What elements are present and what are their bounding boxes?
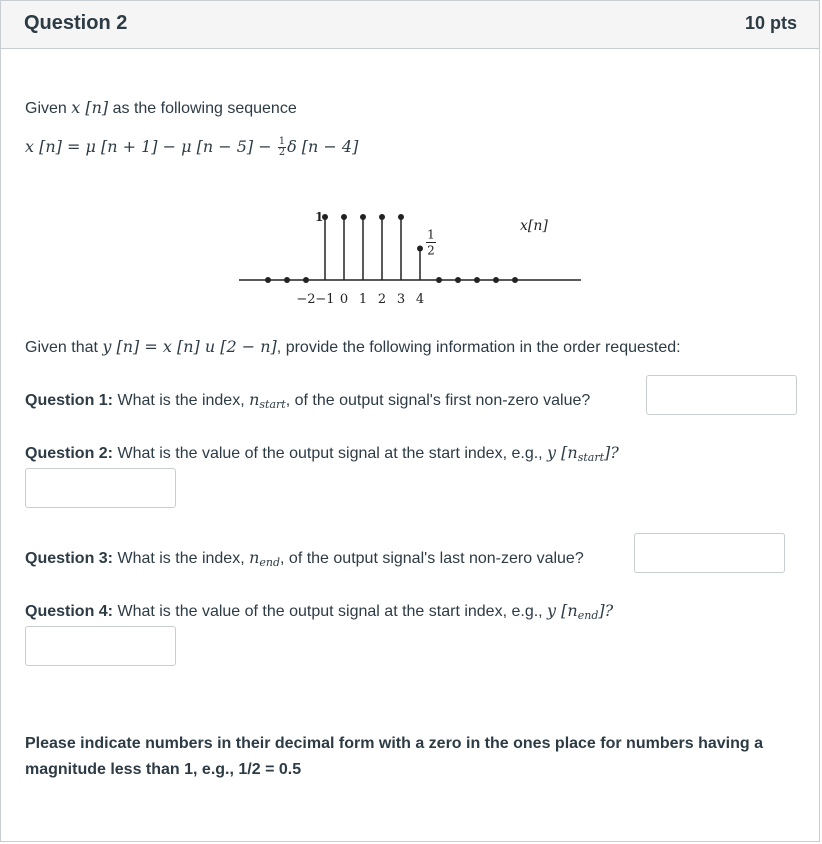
stem-point [474, 277, 480, 283]
tick-label: 3 [396, 292, 406, 307]
tick-label: −1 [315, 292, 335, 307]
value-label-one: 1 [315, 210, 324, 224]
question-header [1, 1, 819, 49]
stem-point [284, 277, 290, 283]
stem-point [303, 277, 309, 283]
question-points: 10 pts [744, 13, 797, 33]
question-3-answer-input[interactable] [634, 533, 785, 573]
question-2-text: Question 2: What is the value of the output signal at the start index, e.g., y $[n_{start}]$? [25, 443, 619, 464]
instruction-note: Please indicate numbers in their decimal form with a zero in the ones place for numbers having a magnitude less than 1, e.g., 1/2 = 0.5 [25, 735, 763, 778]
tick-label: 1 [358, 292, 368, 307]
tick-label: 0 [339, 292, 349, 307]
stem-point [379, 214, 385, 220]
given-expr: y [n] = x [n] u [2 − n] [102, 337, 277, 356]
question-1-text: Question 1: What is the index, $n_{start}$, of the output signal's first non-zero value? [25, 390, 591, 411]
given-text: Given that y [n] = x [n] u [2 − n], provide the following information in the order requested: [25, 337, 681, 356]
question-3-text: Question 3: What is the index, $n_{end}$, of the output signal's last non-zero value? [25, 548, 584, 569]
stem-point [360, 214, 366, 220]
value-label-half-den: 2 [427, 243, 435, 258]
value-label-half-num: 1 [427, 227, 435, 242]
sequence-equation: x [n] = μ [n + 1] − μ [n − 5] − $\frac{1}{2}$ δ [n − 4] [25, 136, 359, 159]
stem-point [436, 277, 442, 283]
tick-label: −2 [296, 292, 316, 307]
plot-title: x[n] [520, 218, 548, 234]
stem-point [398, 214, 404, 220]
question-4-text: Question 4: What is the value of the output signal at the start index, e.g., y $[n_{end}]$? [25, 601, 614, 622]
question-1-answer-input[interactable] [646, 375, 797, 415]
tick-label: 4 [415, 292, 425, 307]
stem-point [341, 214, 347, 220]
stem-point [512, 277, 518, 283]
equation-fraction: $\frac{1}{2}$ [278, 136, 286, 159]
intro-var: x [n] [71, 98, 109, 117]
question-title: Question 2 [24, 12, 128, 34]
question-4-answer-input[interactable] [25, 626, 176, 666]
stem-point [417, 246, 423, 252]
tick-label: 2 [377, 292, 387, 307]
stem-point [493, 277, 499, 283]
intro-text: Given x [n] as the following sequence [25, 98, 297, 117]
stem-point [265, 277, 271, 283]
question-2-answer-input[interactable] [25, 468, 176, 508]
stem-plot [231, 201, 591, 311]
stem-point [455, 277, 461, 283]
